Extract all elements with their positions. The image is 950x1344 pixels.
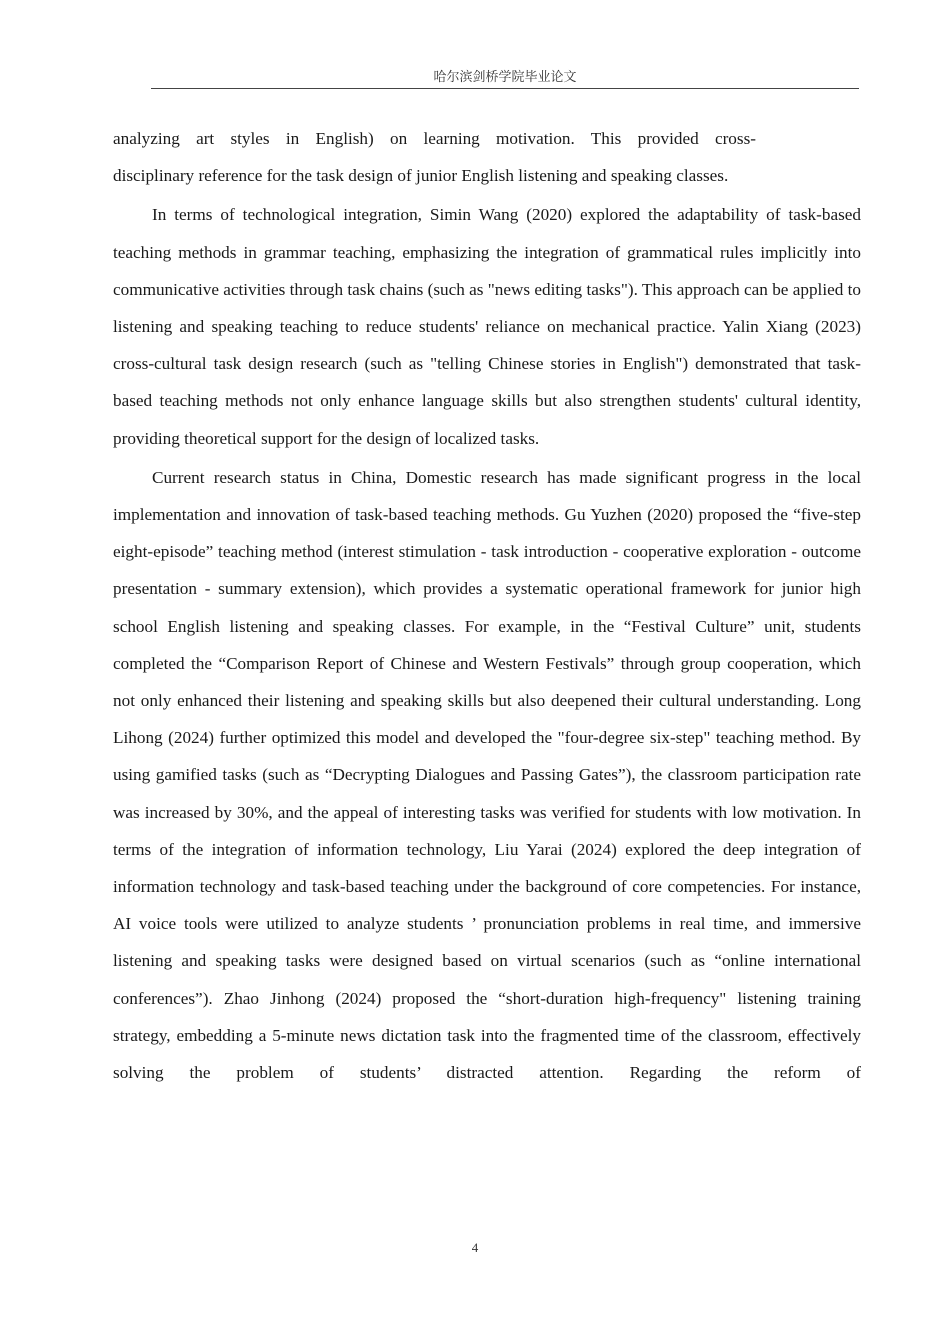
running-header: 哈尔滨剑桥学院毕业论文 xyxy=(433,70,577,85)
page-number: 4 xyxy=(471,1240,479,1255)
body-text xyxy=(113,120,861,1093)
paragraph-line: analyzing art styles in English) on learning motivation. This provided cross- xyxy=(113,129,756,148)
paragraph-technological-integration: In terms of technological integration, Simin Wang (2020) explored the adaptability of task-based teaching methods in grammar teaching, emphasizing the integration of grammatical rules implicitly into communicative activities through task chains (such as "news editing tasks"). This approach can be applied to listening and speaking teaching to reduce students' reliance on mechanical practice. Yalin Xiang (2023) cross-cultural task design research (such as "telling Chinese stories in English") demonstrated that task-based teaching methods not only enhance language skills but also strengthen students' cultural identity, providing theoretical support for the design of localized tasks. xyxy=(113,205,861,448)
paragraph-continuation xyxy=(113,120,861,194)
header-rule xyxy=(151,88,859,89)
paragraph-line: disciplinary reference for the task design of junior English listening and speaking classes. xyxy=(113,166,729,186)
paragraph-domestic-research: Current research status in China, Domestic research has made significant progress in the local implementation and innovation of task-based teaching methods. Gu Yuzhen (2020) proposed the “five-step eight-episode” teaching method (interest stimulation - task introduction - cooperative exploration - outcome presentation - summary extension), which provides a systematic operational framework for junior high school English listening and speaking classes. For example, in the “Festival Culture” unit, students completed the “Comparison Report of Chinese and Western Festivals” through group cooperation, which not only enhanced their listening and speaking skills but also deepened their cultural understanding. Long Lihong (2024) further optimized this model and developed the "four-degree six-step" teaching method. By using gamified tasks (such as “Decrypting Dialogues and Passing Gates”), the classroom participation rate was increased by 30%, and the appeal of interesting tasks was verified for students with low motivation. In terms of the integration of information technology, Liu Yarai (2024) explored the deep integration of information technology and task-based teaching under the background of core competencies. For instance, AI voice tools were utilized to analyze students ’ pronunciation problems in real time, and immersive listening and speaking tasks were designed based on virtual scenarios (such as “online international conferences”). Zhao Jinhong (2024) proposed the “short-duration high-frequency" listening training strategy, embedding a 5-minute news dictation task into the fragmented time of the classroom, effectively solving the problem of students’ distracted attention. Regarding the reform of xyxy=(113,467,861,1083)
